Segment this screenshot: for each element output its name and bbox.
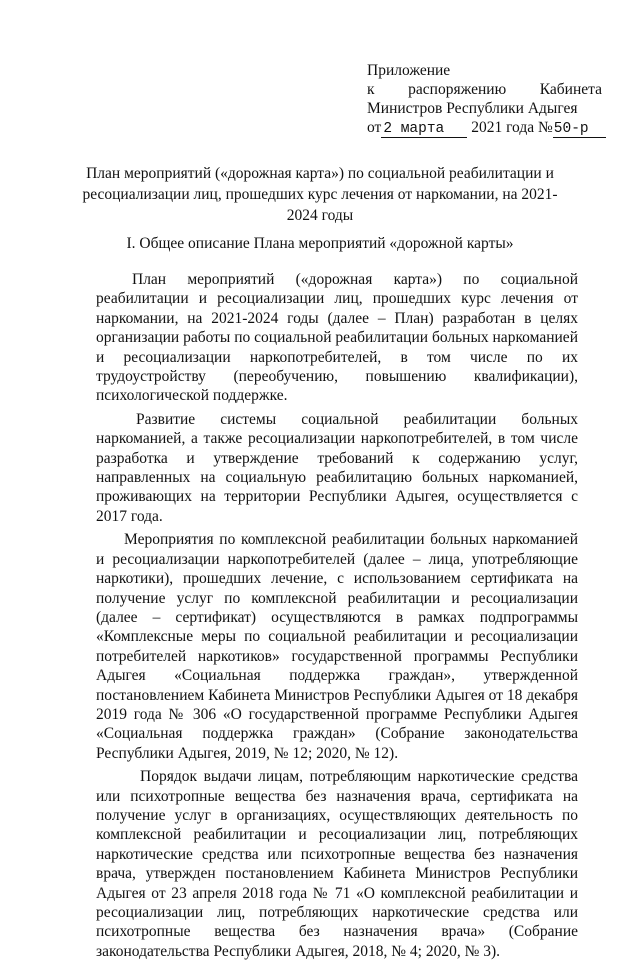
paragraph-4: Порядок выдачи лицам, потребляющим наркотические средства или психотропные вещества без назначения врача, сертификата на получение услуг в организациях, осуществляющих деятельность по комплексной реабилитации и ресоциализации лиц, потребляющих наркотические средства или психотропные вещества без назначения врача, утвержден постановлением Кабинета Министров Республики Адыгея от 23 апреля 2018 года № 71 «О комплексной реабилитации и ресоциализации лиц, потребляющих наркотические средства или психотропные вещества без назначения врача» (Собрание законодательства Республики Адыгея, 2018, № 4; 2020, № 3). [96,768,578,960]
document-title: План мероприятий («дорожная карта») по социальной реабилитации и ресоциализации лиц, прошедших курс лечения от наркомании, на 2021-2024 годы [82,165,558,224]
appendix-title: Приложение [367,62,451,79]
document-body [96,270,578,964]
paragraph-2: Развитие системы социальной реабилитации больных наркоманией, а также ресоциализации наркопотребителей, в том числе разработка и утверждение требований к содержанию услуг, направленных на социальную реабилитацию больных наркоманией, проживающих на территории Республики Адыгея, осуществляется с 2017 года. [96,410,578,525]
order-number-field: 50-р [553,122,606,138]
appendix-order-word: распоряжению [408,81,507,98]
appendix-cabinet-word: Кабинета [539,81,602,98]
paragraph-3: Мероприятия по комплексной реабилитации больных наркоманией и ресоциализации наркопотребителей (далее – лица, употребляющие наркотики), прошедших лечение, с использованием сертификата на получение услуг по комплексной реабилитации и ресоциализации (далее – сертификат) осуществляются в рамках подпрограммы «Комплексные меры по социальной реабилитации и ресоциализации потребителей наркотиков» государственной программы Республики Адыгея «Социальная поддержка граждан», утвержденной постановлением Кабинета Министров Республики Адыгея от 18 декабря 2019 года № 306 «О государственной программе Республики Адыгея «Социальная поддержка граждан» (Собрание законодательства Республики Адыгея, 2019, № 12; 2020, № 12). [96,531,578,762]
appendix-block [367,61,602,138]
date-field: 2 марта [381,122,467,138]
appendix-line-order [367,80,602,99]
appendix-ministers: Министров Республики Адыгея [367,100,578,117]
paragraph-1: План мероприятий («дорожная карта») по социальной реабилитации и ресоциализации лиц, прошедших курс лечения от наркомании, на 2021-2024 годы (далее – План) разработан в целях организации работы по социальной реабилитации больных наркоманией и ресоциализации наркопотребителей, в том числе по их трудоустройству (переобучению, повышению квалификации), психологической поддержке. [96,271,578,405]
section-heading: I. Общее описание Плана мероприятий «дорожной карты» [126,235,514,252]
date-prefix: от [367,119,382,136]
appendix-date-line [367,118,602,138]
appendix-prefix: к [367,81,375,98]
year-text: 2021 года № [471,119,553,136]
